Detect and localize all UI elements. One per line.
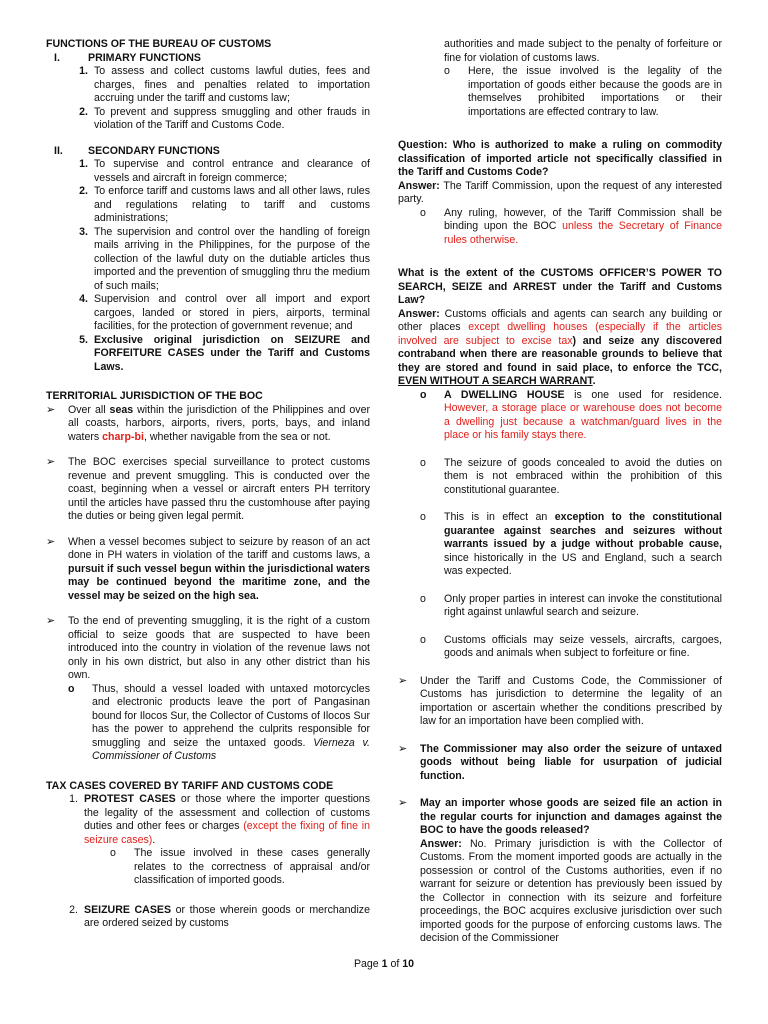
section-number: I. [54,51,60,64]
arrow-paragraph: ➢ Under the Tariff and Customs Code, the Commissioner of Customs has jurisdiction to determine the legality of an importation or ascertain whether the conditions prescribed by law for an importation have been complied with. [398,674,722,727]
circle-bullet-icon: o [420,388,427,401]
section-number: II. [54,144,63,157]
sub-bullet: o Thus, should a vessel loaded with untaxed motorcycles and electronic products leave the port of Pangasinan bound for Ilocos Sur, the Collector of Customs of Ilocos Sur has the power to apprehend the culprits responsible for smuggling and seize the untaxed goods. Vierneza v. Commissioner of Customs [68,682,370,762]
arrow-bullet-icon: ➢ [398,742,408,755]
list-item: 3. The supervision and control over the handling of foreign mails arriving in the Philippines, for the purpose of the collection of the lawful duty on the dutiable articles thus imported and the prevention of smuggling thru the medium of such mails; [79,225,370,292]
document-title: FUNCTIONS OF THE BUREAU OF CUSTOMS [46,38,272,50]
arrow-paragraph: ➢ Over all seas within the jurisdiction of the Philippines and over all coasts, harbors, airports, rivers, ports, bays, and inland waters charp-bi, whether navigable from the sea or not. [46,403,370,443]
circle-bullet-icon: o [420,456,426,469]
list-item: 4. Supervision and control over all import and export cargoes, landed or stored in piers, airports, terminal facilities, for the protection of government revenue; and [79,293,370,332]
arrow-bullet-icon: ➢ [46,403,56,416]
sub-bullet: o The seizure of goods concealed to avoid the duties on them is not embraced within the prohibition of this constitutional guarantee. [420,456,722,496]
arrow-bullet-icon: ➢ [398,674,408,687]
arrow-paragraph: ➢ The Commissioner may also order the seizure of untaxed goods without being liable for usurpation of judicial function. [398,742,722,782]
current-page: 1 [381,958,388,970]
sub-bullet: o Here, the issue involved is the legality of the importation of goods either because the goods are in themselves prohibited importations or their importations are effected contrary to law. [444,65,722,118]
arrow-paragraph: ➢ When a vessel becomes subject to seizure by reason of an act done in PH waters in violation of the tariff and customs laws, a pursuit if such vessel begun within the jurisdictional waters may be continued beyond the maritime zone, and the vessel may be seized on the high sea. [46,535,370,602]
right-column [398,38,722,946]
list-item: 2. To enforce tariff and customs laws and all other laws, rules and regulations relating to tariff and customs administrations; [79,185,370,224]
left-column [46,38,370,931]
list-item: 1. PROTEST CASES or those where the importer questions the legality of the assessment and collection of customs duties and other fees or charges (except the fixing of fine in seizure cases). [69,793,370,846]
list-item: 2. To prevent and suppress smuggling and other frauds in violation of the Tariff and Customs Code. [79,105,370,131]
territorial-heading: TERRITORIAL JURISDICTION OF THE BOC [46,390,263,402]
tax-cases-heading: TAX CASES COVERED BY TARIFF AND CUSTOMS CODE [46,779,334,792]
circle-bullet-icon: o [420,511,426,523]
question-commodity-classification: Question: Who is authorized to make a ruling on commodity classification of imported article not specifically classified in the Tariff and Customs Code? [398,139,722,178]
sub-bullet: o Any ruling, however, of the Tariff Commission shall be binding upon the BOC unless the Secretary of Finance rules otherwise. [420,206,722,246]
sub-bullet: o Only proper parties in interest can invoke the constitutional right against unlawful search and seizure. [420,592,722,618]
arrow-bullet-icon: ➢ [46,456,56,468]
total-pages: 10 [402,958,415,970]
arrow-paragraph: ➢ The BOC exercises special surveillance to protect customs revenue and prevent smuggling. This is conducted over the coast, beginning when a vessel or aircraft enters PH territory until the articles have passed thru the customhouse after paying the duties or being given legal permit. [46,456,370,522]
answer-commodity-classification: Answer: The Tariff Commission, upon the request of any interested party. [398,179,722,205]
list-item: 2. SEIZURE CASES or those wherein goods or merchandize are ordered seized by customs [69,903,370,929]
list-item: 1. To assess and collect customs lawful duties, fees and charges, fines and penalties related to importation accruing under the tariff and customs law; [79,65,370,104]
circle-bullet-icon: o [420,592,426,605]
secondary-functions-heading: II. SECONDARY FUNCTIONS [46,145,370,159]
circle-bullet-icon: o [420,206,426,219]
sub-bullet: o This is in effect an exception to the constitutional guarantee against searches and seizures without warrants issued by a judge without probable cause, since historically in the US and England, such a search was expected. [420,511,722,577]
question-power-to-search: What is the extent of the CUSTOMS OFFICER’S POWER TO SEARCH, SEIZE and ARREST under the Tariff and Customs Law? [398,267,722,306]
arrow-bullet-icon: ➢ [46,615,56,627]
continued-text: authorities and made subject to the penalty of forfeiture or fine for violation of customs laws. [444,38,722,64]
primary-functions-heading: I. PRIMARY FUNCTIONS [46,52,370,66]
circle-bullet-icon: o [68,682,75,695]
arrow-bullet-icon: ➢ [398,797,408,809]
circle-bullet-icon: o [444,65,450,77]
list-item: 5. Exclusive original jurisdiction on SEIZURE and FORFEITURE CASES under the Tariff and Customs Laws. [79,333,370,373]
sub-bullet: o A DWELLING HOUSE is one used for residence. However, a storage place or warehouse does not become a dwelling just because a watchman/guard lives in the place or his family stays there. [420,388,722,441]
list-item: 1. To supervise and control entrance and clearance of vessels and aircraft in foreign commerce; [79,158,370,184]
arrow-paragraph: ➢ May an importer whose goods are seized file an action in the regular courts for injunction and damages against the BOC to have the goods released? Answer: No. Primary jurisdiction is with the Collector of Customs. From the moment imported goods are actually in the possession or control of the Customs authorities, even if no warrant for seizure or detention has previously been issued by the Collector in connection with its seizure and forfeiture proceedings, the BOC acquires exclusive jurisdiction over such imported goods for the purpose of enforcing customs laws. The decision of the Commissioner [398,797,722,944]
answer-power-to-search: Answer: Customs officials and agents can search any building or other places except dwelling houses (especially if the articles involved are subject to excise tax) and seize any discovered contraband when there are reasonable grounds to believe that they are stored and found in said place, to enforce the TCC, EVEN WITHOUT A SEARCH WARRANT. [398,307,723,387]
sub-bullet: o The issue involved in these cases generally relates to the correctness of appraisal and/or classification of imported goods. [110,847,370,886]
arrow-bullet-icon: ➢ [46,535,56,548]
page-footer: Page 1 of 10 [353,958,415,970]
circle-bullet-icon: o [110,847,116,859]
sub-bullet: o Customs officials may seize vessels, aircrafts, cargoes, goods and animals when subject to forfeiture or fine. [420,633,722,659]
arrow-paragraph: ➢ To the end of preventing smuggling, it is the right of a custom official to seize goods that are suspected to have been introduced into the country in violation of the revenue laws not only in his own district, but also in any other district than his own. [46,615,370,681]
circle-bullet-icon: o [420,633,426,646]
